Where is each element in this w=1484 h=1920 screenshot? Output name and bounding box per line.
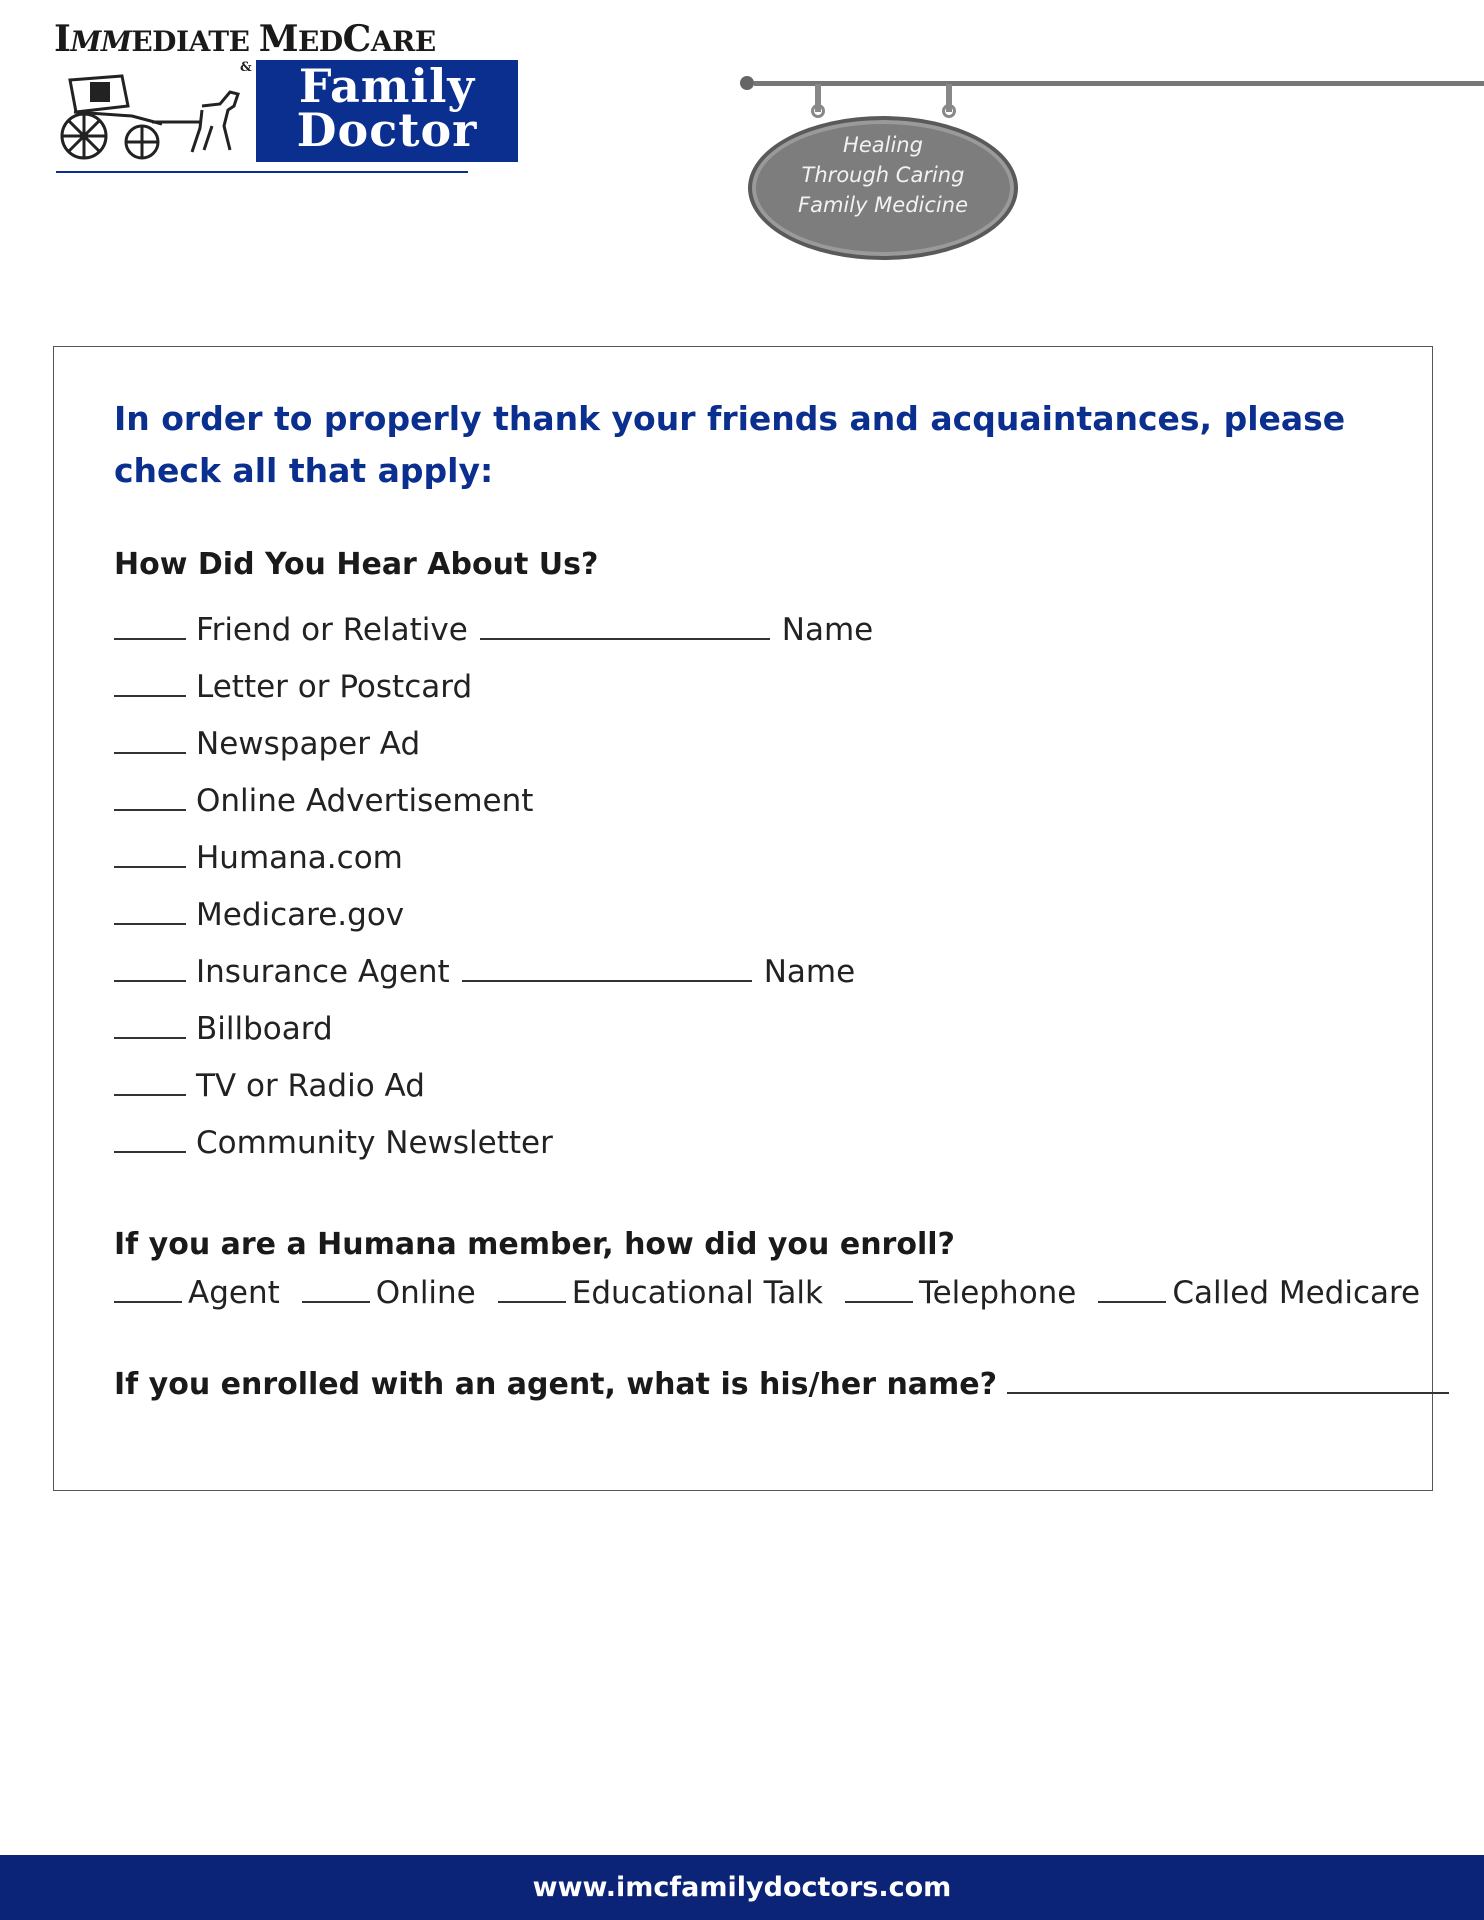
checkbox-blank[interactable] <box>114 1277 182 1303</box>
checkbox-blank[interactable] <box>114 728 186 754</box>
option-label: Newspaper Ad <box>196 726 421 762</box>
enroll-option-label: Agent <box>188 1275 280 1311</box>
enroll-option-educational-talk <box>498 1275 823 1311</box>
form-intro: In order to properly thank your friends and acquaintances, please check all that apply: <box>114 399 1346 490</box>
checkbox-blank[interactable] <box>114 956 186 982</box>
option-online-advertisement <box>114 783 533 819</box>
logo-title: IMMEDIATE MEDCARE <box>54 18 436 60</box>
name-field-blank[interactable] <box>480 614 770 640</box>
name-field-blank[interactable] <box>462 956 752 982</box>
option-community-newsletter <box>114 1125 553 1161</box>
checkbox-blank[interactable] <box>114 614 186 640</box>
referral-form <box>53 346 1433 1491</box>
checkbox-blank[interactable] <box>498 1277 566 1303</box>
option-newspaper-ad <box>114 726 420 762</box>
footer-website-link[interactable]: www.imcfamilydoctors.com <box>532 1872 952 1903</box>
enroll-option-called-medicare <box>1098 1275 1420 1311</box>
checkbox-blank[interactable] <box>114 1070 186 1096</box>
horse-carriage-icon <box>52 66 252 166</box>
logo-underline <box>56 171 468 173</box>
option-insurance-agent <box>114 954 855 990</box>
sign-rod <box>754 81 1484 86</box>
checkbox-blank[interactable] <box>114 1013 186 1039</box>
enroll-option-online <box>302 1275 476 1311</box>
sign-rod-knob <box>740 76 754 90</box>
hanging-sign <box>740 70 1484 270</box>
option-billboard <box>114 1011 333 1047</box>
sign-text <box>748 130 1018 220</box>
option-label: Online Advertisement <box>196 783 534 819</box>
logo-family-doctor-box <box>256 60 518 162</box>
checkbox-blank[interactable] <box>302 1277 370 1303</box>
option-label: TV or Radio Ad <box>196 1068 425 1104</box>
checkbox-blank[interactable] <box>114 785 186 811</box>
enroll-option-label: Online <box>375 1275 476 1311</box>
option-tv-or-radio-ad <box>114 1068 425 1104</box>
option-label: Insurance Agent <box>196 954 450 990</box>
option-medicare-gov <box>114 897 404 933</box>
enroll-heading: If you are a Humana member, how did you enroll? <box>114 1227 955 1262</box>
checkbox-blank[interactable] <box>1098 1277 1166 1303</box>
hear-about-us-heading: How Did You Hear About Us? <box>114 547 599 582</box>
enroll-option-label: Educational Talk <box>571 1275 823 1311</box>
option-label: Humana.com <box>196 840 403 876</box>
option-humana-com <box>114 840 403 876</box>
sign-line1: Healing <box>843 133 923 157</box>
logo-box-line1: Family <box>298 59 476 113</box>
logo-ampersand: & <box>240 60 252 75</box>
logo <box>52 18 478 158</box>
enroll-option-agent <box>114 1275 280 1311</box>
checkbox-blank[interactable] <box>114 842 186 868</box>
sign-line3: Family Medicine <box>798 193 968 217</box>
name-label: Name <box>781 612 874 648</box>
agent-name-prompt: If you enrolled with an agent, what is his/her name? <box>114 1367 998 1402</box>
logo-box-line2: Doctor <box>296 103 478 157</box>
enroll-option-label: Telephone <box>918 1275 1077 1311</box>
sign-ring-left <box>811 104 825 118</box>
checkbox-blank[interactable] <box>114 899 186 925</box>
option-label: Billboard <box>196 1011 333 1047</box>
sign-ring-right <box>942 104 956 118</box>
agent-name-row <box>114 1367 1459 1402</box>
enroll-option-label: Called Medicare <box>1172 1275 1421 1311</box>
option-label: Friend or Relative <box>196 612 468 648</box>
checkbox-blank[interactable] <box>114 671 186 697</box>
option-label: Community Newsletter <box>196 1125 553 1161</box>
option-label: Medicare.gov <box>196 897 405 933</box>
enroll-options-row <box>114 1275 1442 1311</box>
agent-name-field-blank[interactable] <box>1007 1368 1449 1394</box>
footer-bar <box>0 1855 1484 1920</box>
sign-line2: Through Caring <box>801 163 965 187</box>
option-letter-or-postcard <box>114 669 472 705</box>
checkbox-blank[interactable] <box>845 1277 913 1303</box>
option-label: Letter or Postcard <box>196 669 473 705</box>
option-friend-or-relative <box>114 612 873 648</box>
checkbox-blank[interactable] <box>114 1127 186 1153</box>
enroll-option-telephone <box>845 1275 1076 1311</box>
name-label: Name <box>763 954 856 990</box>
